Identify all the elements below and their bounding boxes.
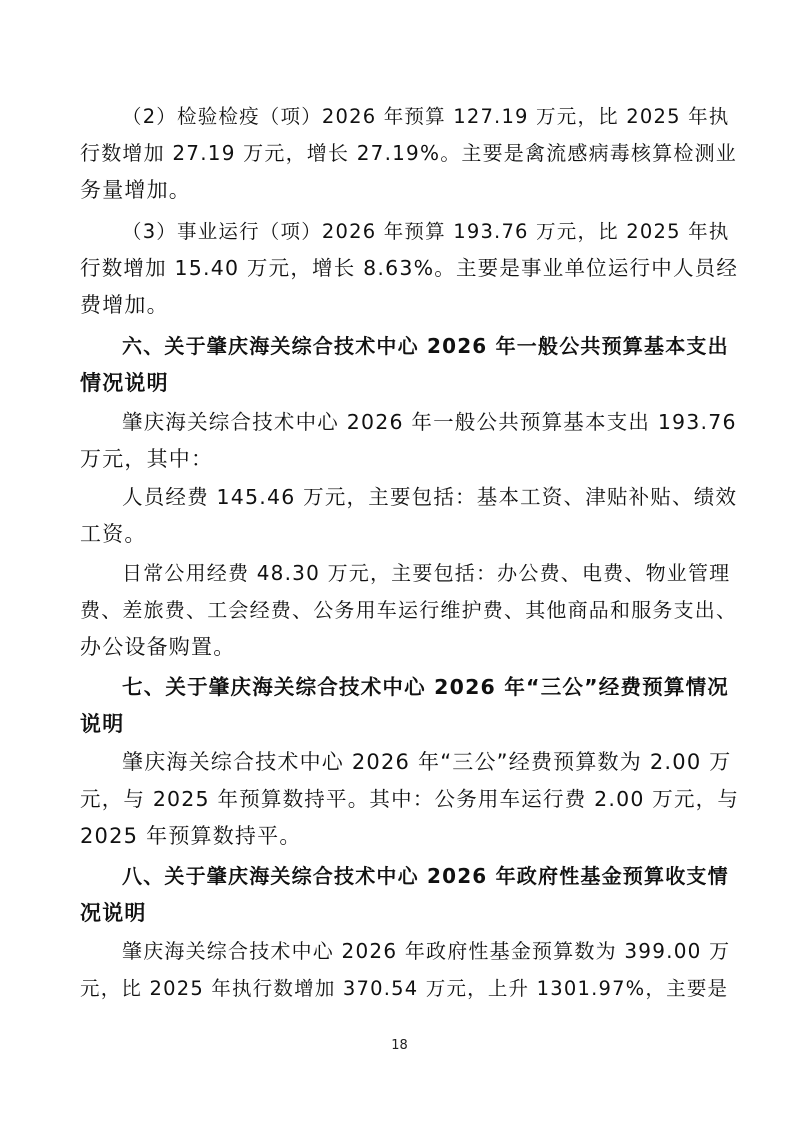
section-heading-6 bbox=[80, 328, 740, 402]
paragraph-institution-operation bbox=[80, 213, 740, 324]
text-line: 元，比 2025 年执行数增加 370.54 万元，上升 1301.97%，主要是 bbox=[80, 977, 729, 1000]
paragraph-government-fund bbox=[80, 933, 740, 1007]
text-line: （2）检验检疫（项）2026 年预算 127.19 万元，比 2025 年执 bbox=[122, 105, 730, 128]
text-line: 肇庆海关综合技术中心 2026 年一般公共预算基本支出 193.76 bbox=[122, 410, 737, 434]
text-line: 费增加。 bbox=[80, 293, 169, 317]
text-line: 办公设备购置。 bbox=[80, 635, 236, 659]
paragraph-public-expenses bbox=[80, 555, 740, 666]
page-number: 18 bbox=[391, 1038, 408, 1053]
heading-line: 八、关于肇庆海关综合技术中心 2026 年政府性基金预算收支情 bbox=[122, 864, 729, 888]
paragraph-basic-expenditure bbox=[80, 404, 740, 478]
heading-line: 况说明 bbox=[80, 901, 147, 925]
text-line: 务量增加。 bbox=[80, 178, 191, 202]
text-line: 肇庆海关综合技术中心 2026 年政府性基金预算数为 399.00 万 bbox=[122, 939, 731, 963]
text-line: 肇庆海关综合技术中心 2026 年“三公”经费预算数为 2.00 万 bbox=[122, 750, 732, 774]
text-line: 行数增加 27.19 万元，增长 27.19%。主要是禽流感病毒核算检测业 bbox=[80, 141, 737, 165]
heading-line: 六、关于肇庆海关综合技术中心 2026 年一般公共预算基本支出 bbox=[122, 334, 729, 358]
text-line: 日常公用经费 48.30 万元，主要包括：办公费、电费、物业管理 bbox=[122, 561, 731, 585]
heading-line: 七、关于肇庆海关综合技术中心 2026 年“三公”经费预算情况 bbox=[122, 675, 729, 699]
section-heading-7 bbox=[80, 669, 740, 743]
paragraph-three-public-expenses bbox=[80, 744, 740, 855]
paragraph-inspection-quarantine bbox=[80, 98, 740, 209]
text-line: 人员经费 145.46 万元，主要包括：基本工资、津贴补贴、绩效 bbox=[122, 485, 738, 509]
text-line: 2025 年预算数持平。 bbox=[80, 824, 302, 848]
text-line: 工资。 bbox=[80, 522, 147, 546]
text-line: 费、差旅费、工会经费、公务用车运行维护费、其他商品和服务支出、 bbox=[80, 598, 738, 622]
paragraph-personnel-expenses bbox=[80, 479, 740, 553]
heading-line: 情况说明 bbox=[80, 371, 169, 395]
text-line: 行数增加 15.40 万元，增长 8.63%。主要是事业单位运行中人员经 bbox=[80, 256, 739, 280]
text-line: （3）事业运行（项）2026 年预算 193.76 万元，比 2025 年执 bbox=[122, 220, 730, 243]
text-line: 元，与 2025 年预算数持平。其中：公务用车运行费 2.00 万元，与 bbox=[80, 787, 740, 811]
section-heading-8 bbox=[80, 858, 740, 932]
text-line: 万元，其中： bbox=[80, 447, 214, 471]
heading-line: 说明 bbox=[80, 712, 125, 736]
